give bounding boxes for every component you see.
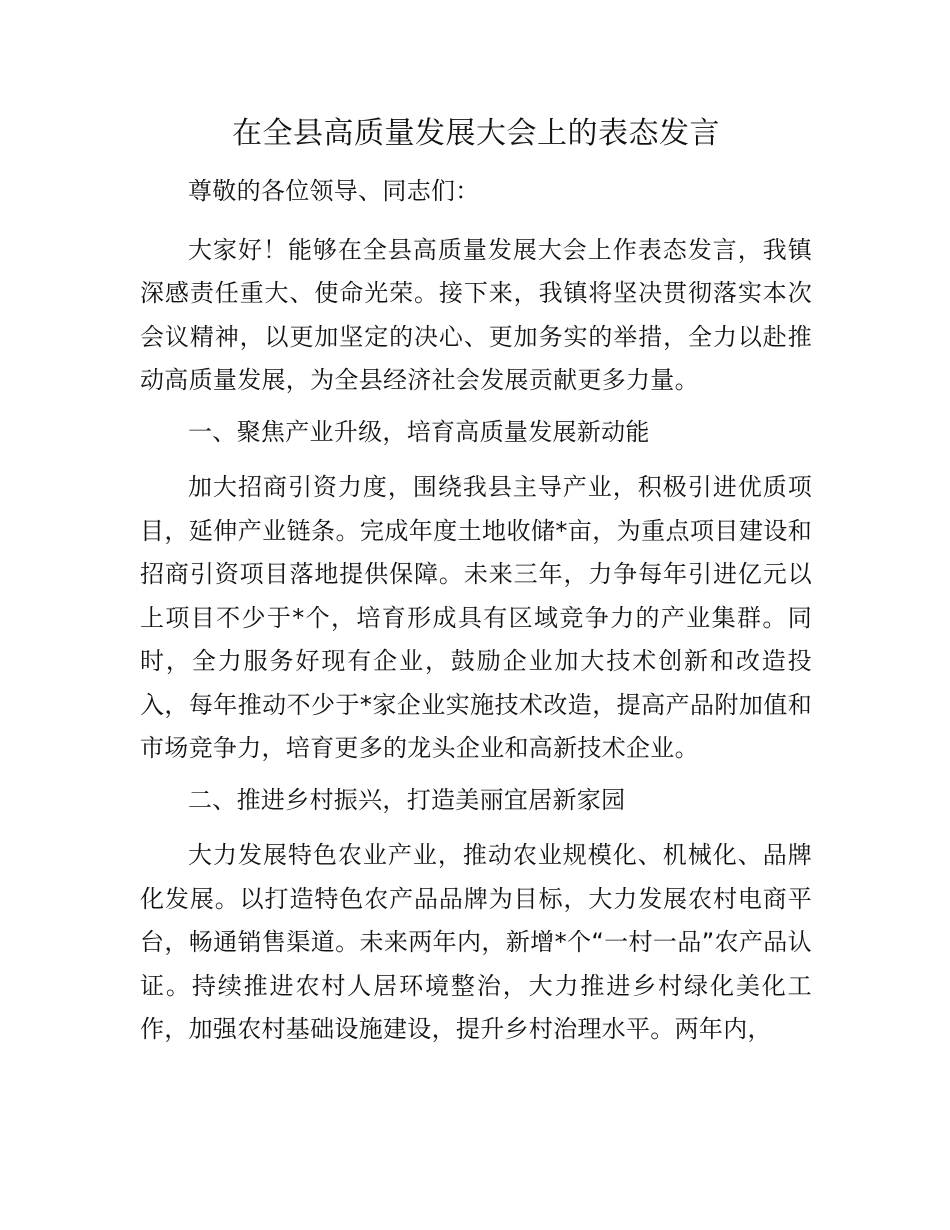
section-1-paragraph: 加大招商引资力度，围绕我县主导产业，积极引进优质项目，延伸产业链条。完成年度土地收储*亩，为重点项目建设和招商引资项目落地提供保障。未来三年，力争每年引进亿元以上项目不少于*个，培育形成具有区域竞争力的产业集群。同时，全力服务好现有企业，鼓励企业加大技术创新和改造投入，每年推动不少于*家企业实施技术改造，提高产品附加值和市场竞争力，培育更多的龙头企业和高新技术企业。 — [140, 473, 812, 762]
salutation: 尊敬的各位领导、同志们： — [188, 177, 480, 205]
section-1-heading: 一、聚焦产业升级，培育高质量发展新动能 — [188, 417, 650, 446]
section-2-paragraph: 大力发展特色农业产业，推动农业规模化、机械化、品牌化发展。以打造特色农产品品牌为目标，大力发展农村电商平台，畅通销售渠道。未来两年内，新增*个“一村一品”农产品认证。持续推进农村人居环境整治，大力推进乡村绿化美化工作，加强农村基础设施建设，提升乡村治理水平。两年内， — [140, 841, 812, 1043]
intro-paragraph: 大家好！能够在全县高质量发展大会上作表态发言，我镇深感责任重大、使命光荣。接下来，我镇将坚决贯彻落实本次会议精神，以更加坚定的决心、更加务实的举措，全力以赴推动高质量发展，为全县经济社会发展贡献更多力量。 — [140, 235, 812, 394]
section-2-heading: 二、推进乡村振兴，打造美丽宜居新家园 — [188, 785, 626, 814]
document-body — [140, 170, 812, 1060]
page-title: 在全县高质量发展大会上的表态发言 — [232, 116, 720, 151]
